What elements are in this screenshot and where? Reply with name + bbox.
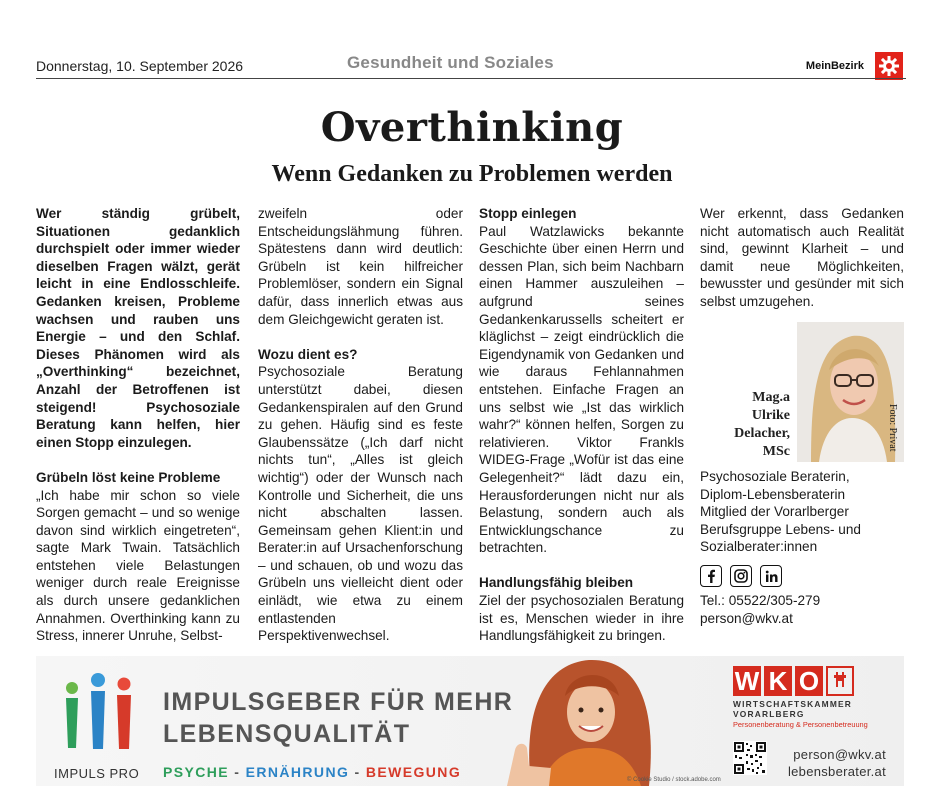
qr-code-icon[interactable] [733, 741, 767, 775]
wko-department: Personenberatung & Personenbetreuung [733, 720, 868, 729]
article-headline: Overthinking [320, 104, 624, 151]
article-lead: Wer ständig grübelt, Situationen gedanklich durchspielt oder immer wieder dieselben Fragen wälzt, gerät leicht in eine Endlosschleife. Gedanken kreisen, Probleme wachsen und rauben uns Energie – und den Schlaf. Dieses Phänomen wird als „Overthinking“ bezeichnet, Anzahl der Betroffenen ist steigend! Psychosoziale Beratung kann helfen, hier einen Stopp einzulegen. [36, 206, 240, 450]
wko-letter: O [795, 666, 823, 696]
vorarlberg-crest-icon [826, 666, 854, 696]
section-heading-handlungsfaehig: Handlungsfähig bleiben [479, 575, 634, 591]
section-heading-stopp: Stopp einlegen [479, 206, 577, 221]
advertisement-banner[interactable] [36, 656, 904, 786]
ad-links [788, 746, 886, 780]
author-last-name: Delacher, [734, 426, 790, 441]
ad-website-link[interactable]: lebensberater.at [787, 764, 886, 779]
author-first-name: Ulrike [751, 408, 790, 423]
article-paragraph: Psychosoziale Beratung unterstützt dabei, diesen Gedankenspiralen auf den Grund zu gehen. Häufig sind es feste Glaubenssätze („Ich darf nicht nichts tun“, „Alles ist gleich wichtig“) oder der Wunsch nach Kontrolle und Sicherheit, die uns nicht abschalten lassen. Gemeinsam gehen Klient:in und Berater:in auf Ursachenforschung – und schauen, ob und wozu das Grübeln uns vielleicht dient oder einlädt, wie etwa zu einem entlastenden Perspektivenwechsel. [258, 364, 463, 644]
bio-line: Mitglied der Vorarlberger [700, 504, 849, 520]
ad-slogan [163, 686, 513, 750]
tag-ernaehrung: ERNÄHRUNG [245, 764, 350, 780]
header-divider [36, 78, 906, 79]
article-column-1 [36, 205, 240, 645]
issue-date: Donnerstag, 10. September 2026 [36, 58, 244, 74]
article-paragraph: Wer erkennt, dass Gedanken nicht automatisch auch Realität sind, gewinnt Klarheit – und damit neue Möglichkeiten, bewusster und gesünder mit sich selbst umzugehen. [700, 206, 904, 309]
ad-email-link[interactable]: person@wkv.at [793, 747, 886, 762]
author-name [705, 389, 790, 461]
page-header [36, 52, 906, 80]
impuls-pro-figures-icon [60, 668, 140, 756]
article-column-3 [479, 205, 684, 645]
bio-line: Diplom-Lebensberaterin [700, 486, 846, 502]
slogan-line: IMPULSGEBER FÜR MEHR [163, 688, 514, 716]
article-paragraph: zweifeln oder Entscheidungslähmung führen. Spätestens dann wird deutlich: Grübeln ist kein hilfreicher Problemlöser, sondern ein Signal dafür, dass innerlich etwas aus dem Gleichgewicht geraten ist. [258, 206, 463, 327]
instagram-icon[interactable] [730, 565, 752, 587]
wko-letter: W [734, 665, 760, 696]
bio-line: Psychosoziale Beraterin, [700, 469, 850, 484]
impuls-pro-brand: IMPULS PRO [54, 766, 140, 781]
tag-separator: - [234, 764, 241, 780]
section-title: Gesundheit und Soziales [347, 53, 554, 72]
author-title: Mag.a [752, 390, 790, 405]
wko-logo [733, 666, 883, 729]
meinbezirk-logo-icon[interactable] [875, 52, 903, 80]
phone-number[interactable]: Tel.: 05522/305-279 [700, 593, 821, 608]
social-links [700, 565, 782, 587]
article-paragraph: Paul Watzlawicks bekannte Geschichte über einen Herrn und dessen Plan, sich beim Nachbarn einen Hammer auszuleihen – aufgrund seines Gedankenkarussells scheitert er kläglichst – zeigt eindrücklich die Eigendynamik von Gedanken und wie daraus Fehlannahmen entstehen. Einfache Fragen an uns selbst wie „Ist das wirklich wahr?“ können helfen, Sorgen zu relativieren. Viktor Frankls WIDEG-Frage „Wofür ist das eine Gelegenheit?“ lädt dazu ein, Herausforderungen nicht nur als Belastung, sondern auch als Entwicklungschance zu betrachten. [479, 223, 684, 556]
section-heading-wozu: Wozu dient es? [258, 346, 358, 362]
tag-separator: - [354, 764, 361, 780]
article-column-2 [258, 205, 463, 645]
slogan-line: LEBENSQUALITÄT [163, 720, 411, 748]
author-suffix: MSc [762, 444, 790, 459]
ad-tagline [163, 764, 461, 780]
article-subheadline: Wenn Gedanken zu Problemen werden [271, 161, 673, 187]
wko-organisation: WIRTSCHAFTSKAMMER VORARLBERG [733, 699, 853, 719]
ad-woman-photo [471, 656, 711, 786]
article-paragraph: Ziel der psychosozialen Beratung ist es, Menschen wieder in ihre Handlungsfähigkeit zu bringen. [479, 593, 684, 644]
wko-letter: K [764, 666, 792, 696]
linkedin-icon[interactable] [760, 565, 782, 587]
section-heading-gruebeln: Grübeln löst keine Probleme [36, 469, 221, 485]
author-bio [700, 468, 904, 556]
image-credit: © Cookie Studio / stock.adobe.com [627, 777, 721, 783]
tag-bewegung: BEWEGUNG [365, 764, 462, 780]
article-paragraph: „Ich habe mir schon so viele Sorgen gemacht – und so wenige davon sind wirklich eingetreten“, sagte Mark Twain. Tatsächlich entstehen viele Belastungen weniger durch reale Ereignisse als durch unsere gedanklichen Annahmen. Overthinking kann zu Stress, innerer Unruhe, Selbst- [36, 487, 240, 644]
bio-line: Berufsgruppe Lebens- und [700, 521, 861, 537]
facebook-icon[interactable] [700, 565, 722, 587]
email-link[interactable]: person@wkv.at [700, 610, 793, 626]
photo-credit: Foto: Privat [887, 404, 898, 452]
tag-psyche: PSYCHE [163, 764, 229, 780]
bio-line: Sozialberater:innen [700, 539, 818, 555]
author-contact [700, 592, 820, 627]
brand-name[interactable]: MeinBezirk [805, 60, 864, 72]
article-column-4 [700, 205, 904, 311]
